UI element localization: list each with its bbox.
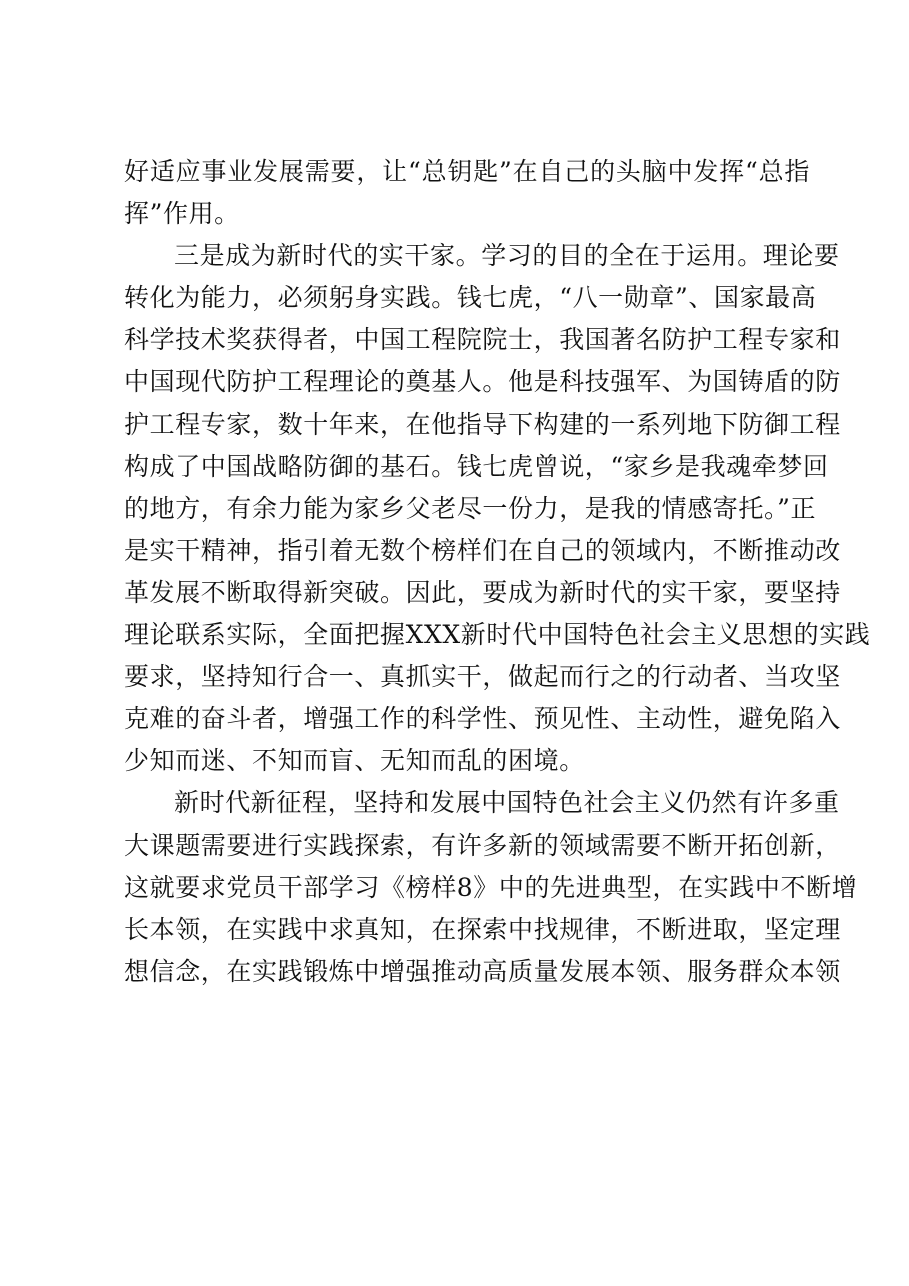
text-line: 科学技术奖获得者，中国工程院院士，我国著名防护工程专家和 xyxy=(124,325,841,355)
text-line: 转化为能力，必须躬身实践。钱七虎，“八一勋章”、国家最高 xyxy=(124,283,817,313)
text-line: 护工程专家，数十年来，在他指导下构建的一系列地下防御工程 xyxy=(124,409,841,439)
text-line: 中国现代防护工程理论的奠基人。他是科技强军、为国铸盾的防 xyxy=(124,367,841,397)
text-line: 挥”作用。 xyxy=(124,199,240,229)
text-line: 少知而迷、不知而盲、无知而乱的困境。 xyxy=(124,746,585,776)
text-line: 要求，坚持知行合一、真抓实干，做起而行之的行动者、当攻坚 xyxy=(124,662,841,692)
body-text xyxy=(124,151,871,993)
text-line: 理论联系实际，全面把握XXX新时代中国特色社会主义思想的实践 xyxy=(124,620,871,650)
text-line: 新时代新征程，坚持和发展中国特色社会主义仍然有许多重 xyxy=(174,788,840,818)
text-line: 大课题需要进行实践探索，有许多新的领域需要不断开拓创新， xyxy=(124,830,841,860)
text-line: 革发展不断取得新突破。因此，要成为新时代的实干家，要坚持 xyxy=(124,577,841,607)
text-line: 的地方，有余力能为家乡父老尽一份力，是我的情感寄托。”正 xyxy=(124,493,817,523)
text-line: 这就要求党员干部学习《榜样8》中的先进典型，在实践中不断增 xyxy=(124,872,858,902)
text-line: 想信念，在实践锻炼中增强推动高质量发展本领、服务群众本领 xyxy=(124,956,841,986)
text-line: 是实干精神，指引着无数个榜样们在自己的领域内，不断推动改 xyxy=(124,535,841,565)
text-line: 好适应事业发展需要，让“总钥匙”在自己的头脑中发挥“总指 xyxy=(124,157,810,186)
text-line: 长本领，在实践中求真知，在探索中找规律，不断进取，坚定理 xyxy=(124,914,841,944)
text-line: 构成了中国战略防御的基石。钱七虎曾说，“家乡是我魂牵梦回 xyxy=(124,451,829,481)
text-line: 克难的奋斗者，增强工作的科学性、预见性、主动性，避免陷入 xyxy=(124,704,841,734)
text-line: 三是成为新时代的实干家。学习的目的全在于运用。理论要 xyxy=(174,241,840,271)
